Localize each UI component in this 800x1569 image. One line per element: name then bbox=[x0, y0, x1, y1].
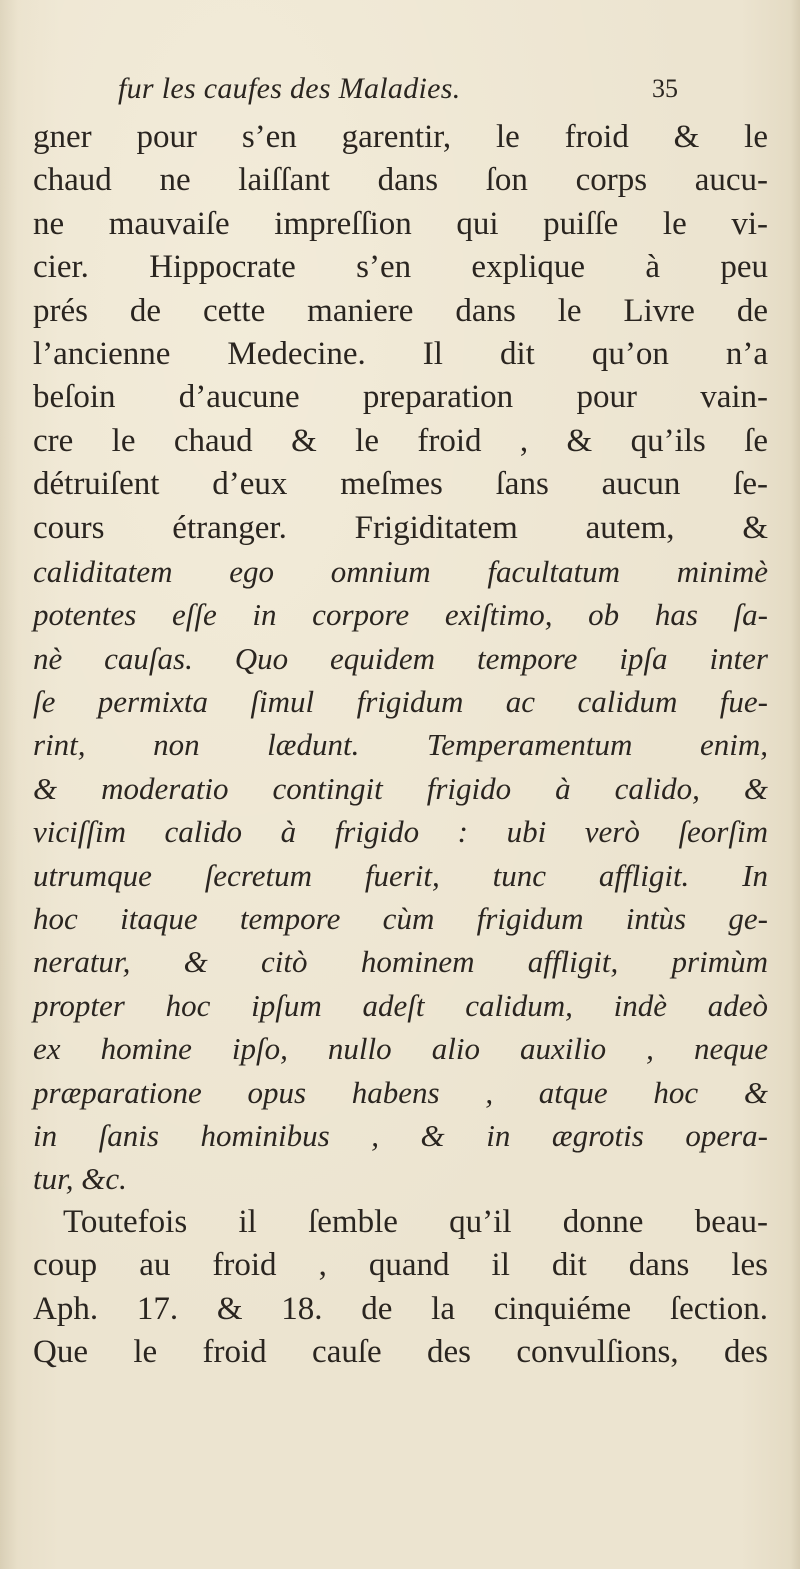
latin-quote-line: utrumque ſecretum fuerit, tunc affligit. In bbox=[33, 857, 768, 893]
latin-quote-line: neratur, & citò hominem affligit, primùm bbox=[33, 944, 768, 980]
text-line: cier. Hippocrate s’en explique à peu bbox=[33, 249, 768, 286]
latin-quote-line: & moderatio contingit frigido à calido, & bbox=[33, 770, 768, 806]
text-line: beſoin d’aucune preparation pour vain- bbox=[33, 379, 768, 416]
latin-quote-line: rint, non lædunt. Temperamentum enim, bbox=[33, 727, 768, 763]
text-line: détruiſent d’eux meſmes ſans aucun ſe- bbox=[33, 466, 768, 503]
page-number: 35 bbox=[652, 74, 678, 103]
page-header bbox=[118, 72, 678, 112]
latin-quote-line: hoc itaque tempore cùm frigidum intùs ge- bbox=[33, 901, 768, 937]
text-line: prés de cette maniere dans le Livre de bbox=[33, 292, 768, 329]
latin-quote-line: præparatione opus habens , atque hoc & bbox=[33, 1074, 768, 1110]
latin-quote-line: in ſanis hominibus , & in ægrotis opera- bbox=[33, 1117, 768, 1153]
running-title: fur les caufes des Maladies. bbox=[118, 72, 461, 105]
latin-quote-line: viciſſim calido à frigido : ubi verò ſeorſim bbox=[33, 814, 768, 850]
latin-quote-line: potentes eſſe in corpore exiſtimo, ob has ſa- bbox=[33, 597, 768, 633]
text-line: cours étranger. Frigiditatem autem, & bbox=[33, 509, 768, 546]
text-line: coup au froid , quand il dit dans les bbox=[33, 1247, 768, 1284]
text-line: gner pour s’en garentir, le froid & le bbox=[33, 119, 768, 155]
latin-quote-line: caliditatem ego omnium facultatum minimè bbox=[33, 553, 768, 589]
text-line: chaud ne laiſſant dans ſon corps aucu- bbox=[33, 162, 768, 199]
paragraph-start-line: Toutefois il ſemble qu’il donne beau- bbox=[63, 1203, 768, 1240]
text-line: Aph. 17. & 18. de la cinquiéme ſection. bbox=[33, 1290, 768, 1327]
latin-quote-line: nè cauſas. Quo equidem tempore ipſa inter bbox=[33, 640, 768, 676]
latin-quote-line: ex homine ipſo, nullo alio auxilio , neque bbox=[33, 1031, 768, 1067]
text-line: ne mauvaiſe impreſſion qui puiſſe le vi- bbox=[33, 205, 768, 242]
text-line: l’ancienne Medecine. Il dit qu’on n’a bbox=[33, 335, 768, 372]
latin-quote-line: propter hoc ipſum adeſt calidum, indè adeò bbox=[33, 987, 768, 1023]
body-text bbox=[33, 116, 768, 1374]
latin-quote-line: tur, &c. bbox=[33, 1161, 127, 1197]
text-line: cre le chaud & le froid , & qu’ils ſe bbox=[33, 422, 768, 459]
latin-quote-line: ſe permixta ſimul frigidum ac calidum fue- bbox=[33, 684, 768, 720]
text-line: Que le froid cauſe des convulſions, des bbox=[33, 1333, 768, 1370]
